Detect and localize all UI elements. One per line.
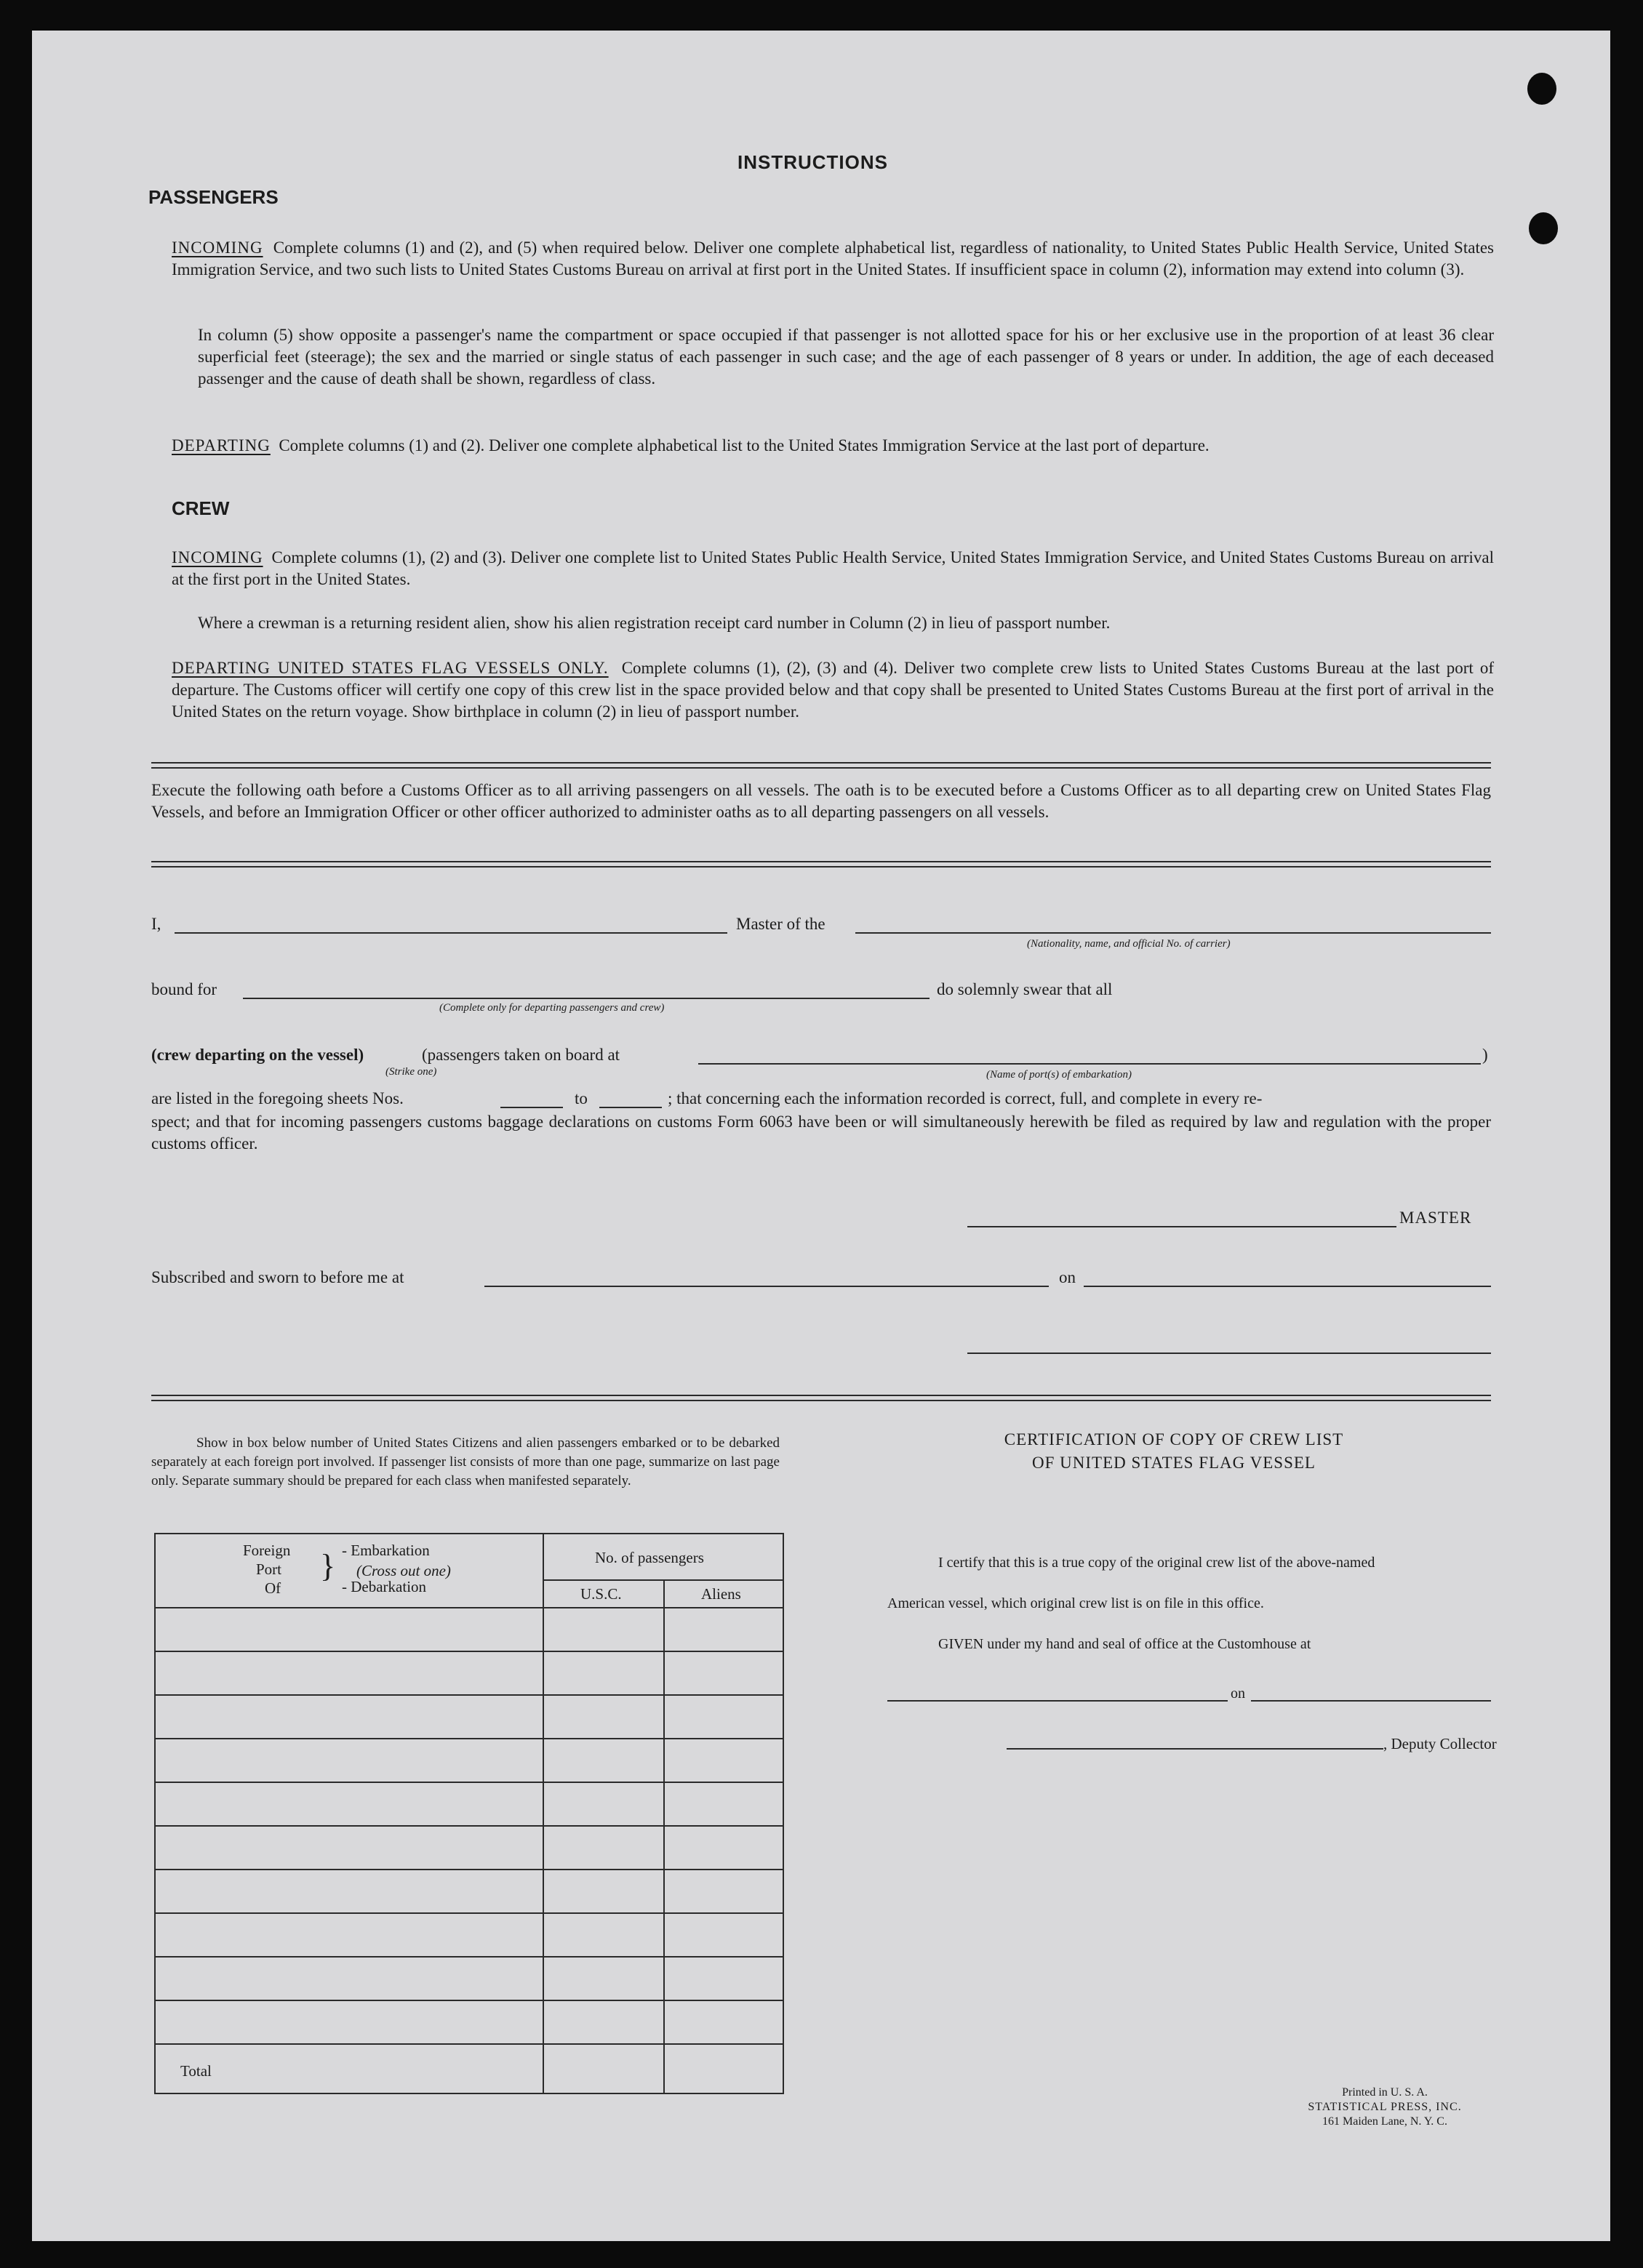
listed-text-a: are listed in the foregoing sheets Nos.: [151, 1089, 404, 1107]
crew-incoming: [172, 547, 1494, 590]
passengers-heading: PASSENGERS: [148, 186, 279, 208]
table-row-line: [156, 1607, 783, 1608]
header-aliens: Aliens: [701, 1585, 741, 1603]
instructions-heading: INSTRUCTIONS: [737, 151, 888, 173]
table-row-line: [156, 1738, 783, 1739]
table-row-line: [156, 2000, 783, 2001]
table-row-line: [156, 1956, 783, 1958]
subscribed-label: Subscribed and sworn to before me at: [151, 1268, 404, 1286]
certification-on-label: on: [1231, 1686, 1245, 1702]
sworn-on-label: on: [1059, 1268, 1076, 1286]
listed-to: to: [575, 1089, 588, 1107]
summary-note: Show in box below number of United States Citizens and alien passengers embarked or to be debarked separately at each foreign port involved. If passenger list consists of more than one page, summarize on last page only. Separate summary should be prepared for each class when manifested separately.: [151, 1435, 780, 1488]
header-no-passengers: No. of passengers: [595, 1549, 704, 1566]
header-foreign: Foreign: [243, 1542, 291, 1559]
passengers-departing: [172, 435, 1494, 457]
carrier-caption: (Nationality, name, and official No. of carrier): [1027, 938, 1231, 950]
crew-departing-label: DEPARTING UNITED STATES FLAG VESSELS ONLY.: [172, 659, 609, 677]
passengers-departing-text: Complete columns (1) and (2). Deliver one complete alphabetical list to the United States Immigration Service at the last port of departure.: [279, 436, 1210, 454]
certification-title-line2: OF UNITED STATES FLAG VESSEL: [1032, 1454, 1316, 1472]
oath-i-label: I,: [151, 915, 161, 933]
table-divider-usc: [663, 1579, 665, 2093]
departing-label: DEPARTING: [172, 436, 271, 454]
passengers-incoming: [172, 237, 1494, 281]
header-port: Port: [256, 1560, 282, 1578]
bound-for-label: bound for: [151, 980, 217, 998]
strike-one-caption: (Strike one): [385, 1066, 437, 1078]
punch-hole-middle: [1529, 212, 1558, 244]
punch-hole-top: [1527, 73, 1556, 105]
certification-title: [898, 1428, 1450, 1475]
table-row-line: [156, 1694, 783, 1696]
header-embarkation: - Embarkation: [342, 1542, 430, 1559]
certification-line3: GIVEN under my hand and seal of office at the Customhouse at: [938, 1636, 1311, 1652]
certification-title-line1: CERTIFICATION OF COPY OF CREW LIST: [1004, 1430, 1344, 1448]
column5-instructions: In column (5) show opposite a passenger's name the compartment or space occupied if that passenger is not allotted space for his or her exclusive use in the proportion of at least 36 clear superficial feet (steerage); the sex and the married or single status of each passenger in such case; and the age of each passenger of 8 years or under. In addition, the age of each deceased passenger and the cause of death shall be shown, regardless of class.: [198, 326, 1494, 388]
certification-line2: American vessel, which original crew list is on file in this office.: [887, 1595, 1264, 1611]
listed-text-c: spect; and that for incoming passengers customs baggage declarations on customs Form 6063 have been or will simultaneously herewith be filed as required by law and regulation with the proper customs officer.: [151, 1113, 1491, 1153]
incoming-label: INCOMING: [172, 239, 263, 257]
printer-line3: 161 Maiden Lane, N. Y. C.: [1322, 2115, 1447, 2128]
header-debarkation: - Debarkation: [342, 1578, 427, 1595]
passenger-summary-table: [154, 1533, 784, 2094]
master-signature-field[interactable]: [967, 1226, 1396, 1227]
printer-imprint: [1268, 2085, 1501, 2129]
bound-caption: (Complete only for departing passengers and crew): [439, 1002, 665, 1014]
table-subheader-line: [543, 1579, 783, 1581]
crew-heading: CREW: [172, 497, 230, 519]
section-rule-3: [151, 1395, 1491, 1401]
table-row-line: [156, 1869, 783, 1870]
customhouse-field[interactable]: [887, 1700, 1228, 1702]
table-row-line: [156, 2043, 783, 2045]
sworn-date-field[interactable]: [1084, 1286, 1491, 1287]
table-divider-port: [543, 1534, 544, 2093]
swear-text: do solemnly swear that all: [937, 980, 1113, 998]
crew-incoming-label: INCOMING: [172, 548, 263, 566]
printer-line2: STATISTICAL PRESS, INC.: [1308, 2101, 1462, 2113]
table-row-line: [156, 1782, 783, 1783]
sworn-place-field[interactable]: [484, 1286, 1049, 1287]
crew-departing-option: (crew departing on the vessel): [151, 1046, 364, 1064]
table-row-line: [156, 1912, 783, 1914]
crew-resident-alien: Where a crewman is a returning resident alien, show his alien registration receipt card number in Column (2) in lieu of passport number.: [198, 614, 1111, 632]
oath-intro: Execute the following oath before a Customs Officer as to all arriving passengers on all vessels. The oath is to be executed before a Customs Officer as to all departing crew on United States Flag Vessels, and before an Immigration Officer or other officer authorized to administer oaths as to all departing passengers on all vessels.: [151, 781, 1491, 821]
table-row-line: [156, 1825, 783, 1827]
certification-line1: I certify that this is a true copy of the original crew list of the above-named: [938, 1555, 1375, 1571]
header-brace: }: [320, 1548, 336, 1584]
crew-departing: [172, 657, 1494, 723]
sheet-no-to-field[interactable]: [599, 1107, 662, 1108]
listed-text-b: ; that concerning each the information recorded is correct, full, and complete in every re-: [668, 1089, 1263, 1107]
crew-departing-text: Complete columns (1), (2), (3) and (4). Deliver two complete crew lists to United States Customs Bureau at the last port of departure. The Customs officer will certify one copy of this crew list in the space provided below and that copy shall be presented to United States Customs Bureau at the first port of arrival in the United States on the return voyage. Show birthplace in column (2) in lieu of passport number.: [172, 659, 1495, 721]
bound-for-field[interactable]: [243, 998, 930, 999]
sheet-no-from-field[interactable]: [500, 1107, 563, 1108]
header-of: Of: [265, 1579, 281, 1597]
section-rule-1: [151, 762, 1491, 769]
master-of-label: Master of the: [736, 915, 826, 933]
total-label: Total: [180, 2062, 212, 2080]
certification-date-field[interactable]: [1251, 1700, 1491, 1702]
form-sheet: [32, 31, 1610, 2241]
passengers-taken-option: (passengers taken on board at: [422, 1046, 620, 1064]
carrier-field[interactable]: [855, 932, 1491, 934]
embarkation-port-field[interactable]: [698, 1063, 1481, 1065]
section-rule-2: [151, 861, 1491, 867]
header-cross-out: (Cross out one): [356, 1562, 451, 1579]
officer-signature-field[interactable]: [967, 1353, 1491, 1354]
master-name-field[interactable]: [175, 932, 727, 934]
header-usc: U.S.C.: [580, 1585, 622, 1603]
passengers-incoming-text: Complete columns (1) and (2), and (5) when required below. Deliver one complete alphabetical list, regardless of nationality, to United States Public Health Service, United States Immigration Service, and two such lists to United States Customs Bureau on arrival at first port in the United States. If insufficient space in column (2), information may extend into column (3).: [172, 239, 1494, 279]
table-row-line: [156, 1651, 783, 1652]
port-caption: (Name of port(s) of embarkation): [986, 1069, 1132, 1081]
deputy-collector-signature[interactable]: [1007, 1748, 1383, 1750]
crew-incoming-text: Complete columns (1), (2) and (3). Deliver one complete list to United States Public Health Service, United States Immigration Service, and United States Customs Bureau on arrival at the first port in the United States.: [172, 548, 1495, 588]
deputy-collector-label: , Deputy Collector: [1383, 1735, 1497, 1752]
printer-line1: Printed in U. S. A.: [1342, 2086, 1428, 2099]
master-label: MASTER: [1399, 1209, 1472, 1227]
close-paren: ): [1482, 1046, 1488, 1064]
